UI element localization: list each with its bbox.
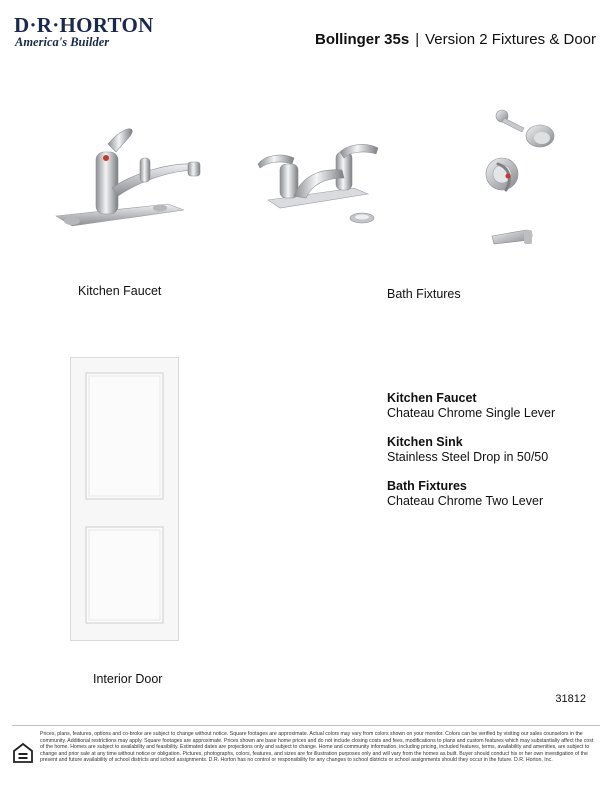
brand-tagline: America's Builder: [15, 35, 110, 49]
spec-item-kitchen-sink: [387, 435, 597, 465]
spec-item-bath-fixtures: [387, 479, 597, 509]
equal-housing-icon: [12, 742, 34, 764]
kitchen-faucet-label: Kitchen Faucet: [78, 284, 162, 298]
bath-faucet-illustration: [250, 138, 390, 228]
interior-door-illustration: [70, 357, 179, 641]
spec-title: Bath Fixtures: [387, 479, 467, 493]
spec-list: [387, 391, 597, 523]
document-code: 31812: [555, 693, 586, 705]
kitchen-faucet-illustration: [48, 118, 208, 238]
spec-title: Kitchen Faucet: [387, 391, 477, 405]
footer-divider: [12, 725, 600, 726]
spec-value: Chateau Chrome Two Lever: [387, 494, 544, 508]
shower-fixtures-image: [470, 104, 565, 260]
interior-door-label: Interior Door: [93, 672, 163, 686]
brand-name: D·R·HORTON: [14, 13, 154, 37]
page-subtitle: Version 2 Fixtures & Door: [425, 31, 596, 48]
spec-item-kitchen-faucet: [387, 391, 597, 421]
equal-housing-icon-graphic: [12, 742, 34, 764]
bath-faucet-image: [250, 138, 390, 228]
brand-logo: [14, 13, 154, 54]
interior-door-image: [70, 357, 179, 641]
legal-disclaimer: Prices, plans, features, options and co-broke are subject to change without notice. Square footages are approximate. Actual colors may vary from colors shown on your monitor. Colors can be verified by visiting our sales counselors in the community. Additional restrictions may apply. Square footages are approximate. Prices shown are base home prices and do not include closing costs and fees, modifications to plans and custom features which may substantially affect the cost of the home. Homes are subject to availability and feasibility. Estimated dates are projections only and subject to change. Home and community information, including pricing, included features, terms, availability and amenities, are subject to change and prior sale at any time without notice or obligation. Pictures, photographs, colors, features, and sizes are for illustration purposes only and will vary from the homes as built. Buyer should conduct his or her own investigation of the present and future availability of school districts and school assignments. D.R. Horton has no control or responsibility for any changes to school districts or school assignments should they occur in the future. D.R. Horton, Inc.: [40, 731, 594, 763]
page-title: [315, 31, 596, 48]
plan-name: Bollinger 35s: [314, 31, 410, 48]
title-separator: |: [415, 31, 420, 48]
spec-value: Chateau Chrome Single Lever: [387, 406, 556, 420]
spec-value: Stainless Steel Drop in 50/50: [387, 450, 549, 464]
kitchen-faucet-image: [48, 118, 208, 238]
bath-fixtures-label: Bath Fixtures: [387, 287, 461, 301]
shower-fixtures-illustration: [470, 104, 565, 260]
spec-title: Kitchen Sink: [387, 435, 463, 449]
